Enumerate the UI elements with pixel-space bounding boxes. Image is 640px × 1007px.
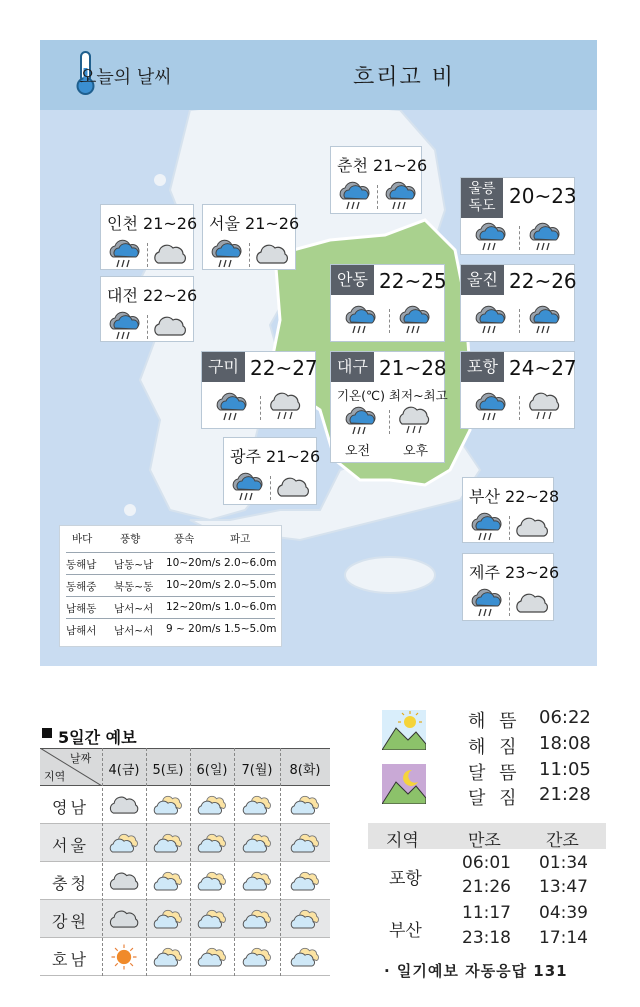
sea-cell: 2.0~5.0m [224, 579, 277, 591]
bullet-square-icon [42, 728, 52, 738]
cloud-icon [107, 905, 141, 933]
city-card-daegu [330, 351, 448, 463]
sea-cell: 북동~동 [114, 581, 154, 593]
forecast-table [40, 748, 330, 976]
divider [270, 476, 271, 500]
partly-cloudy-icon [240, 867, 274, 895]
sea-cell: 1.5~5.0m [224, 623, 277, 635]
partly-cloudy-icon [288, 867, 322, 895]
city-label: 포항 [461, 352, 504, 382]
partly-cloudy-icon [288, 791, 322, 819]
tide-region: 부산 [389, 921, 422, 941]
divider [377, 185, 378, 209]
divider [519, 309, 520, 333]
column-divider [280, 748, 281, 976]
tide-region: 포항 [389, 869, 422, 889]
sea-cell: 10~20m/s [166, 557, 221, 569]
tide-low: 04:39 [539, 903, 588, 923]
forecast-region-label: 영남 [52, 798, 89, 817]
column-divider [102, 748, 103, 976]
city-card-uljin [460, 264, 575, 342]
tide-header: 간조 [546, 831, 579, 851]
divider [147, 315, 148, 339]
cloud-rain-icon [467, 512, 505, 542]
city-label: 대구 [331, 352, 374, 382]
city-card-jeju [462, 553, 560, 621]
partly-cloudy-icon [151, 867, 185, 895]
row-divider [40, 937, 330, 938]
cloud-rain-icon [471, 392, 509, 422]
city-label: 서울 21~26 [209, 214, 300, 233]
partly-cloudy-icon [151, 829, 185, 857]
sun-icon [107, 943, 141, 971]
divider [509, 516, 510, 540]
weather-summary: 흐리고 비 [353, 65, 456, 90]
forecast-day-1: 5(토) [152, 763, 184, 778]
cloud-rain-icon [105, 311, 143, 341]
sea-header: 풍속 [174, 533, 195, 545]
tide-header: 지역 [386, 831, 419, 851]
cloud-rain-light-icon [525, 392, 563, 422]
city-label: 광주 21~26 [230, 447, 321, 466]
partly-cloudy-icon [240, 829, 274, 857]
divider [519, 226, 520, 250]
city-card-gwangju [223, 437, 321, 505]
city-temp: 24~27 [509, 356, 577, 380]
sea-table [59, 525, 282, 647]
cloud-icon [107, 867, 141, 895]
tide-low: 01:34 [539, 853, 588, 873]
cloud-rain-icon [207, 239, 245, 269]
cloud-rain-icon [467, 588, 505, 618]
forecast-region-label: 서울 [52, 836, 89, 855]
row-divider [40, 861, 330, 862]
city-card-chuncheon [330, 146, 428, 214]
sea-cell: 동해중 [66, 581, 97, 593]
cloud-rain-icon [341, 305, 379, 335]
sea-cell: 동해남 [66, 559, 97, 571]
partly-cloudy-icon [195, 829, 229, 857]
cloud-rain-icon [341, 406, 379, 436]
city-temp: 22~25 [379, 269, 447, 293]
forecast-day-3: 7(월) [241, 763, 273, 778]
city-card-pohang [460, 351, 575, 429]
sea-cell: 2.0~6.0m [224, 557, 277, 569]
divider [147, 243, 148, 267]
city-card-andong [330, 264, 445, 342]
city-temp: 20~23 [509, 184, 577, 208]
sea-cell: 10~20m/s [166, 579, 221, 591]
partly-cloudy-icon [288, 943, 322, 971]
sea-header: 바다 [72, 533, 93, 545]
sea-cell: 1.0~6.0m [224, 601, 277, 613]
divider [260, 396, 261, 420]
city-temp: 21~28 [379, 356, 447, 380]
tide-high: 11:17 [462, 903, 511, 923]
cloud-rain-icon [335, 181, 373, 211]
sea-cell: 남서~서 [114, 603, 154, 615]
divider [509, 592, 510, 616]
row-divider [40, 975, 330, 976]
city-card-daejeon [100, 276, 198, 342]
city-card-busan [462, 477, 560, 543]
cloud-rain-icon [381, 181, 419, 211]
column-divider [146, 748, 147, 976]
city-label: 울진 [461, 265, 504, 295]
cloud-rain-icon [228, 472, 266, 502]
partly-cloudy-icon [151, 905, 185, 933]
cloud-icon [513, 588, 551, 618]
divider [249, 243, 250, 267]
city-label: 대전 22~26 [107, 286, 198, 305]
moonrise-label: 달 뜸 [468, 763, 521, 784]
city-label: 안동 [331, 265, 374, 295]
cloud-icon [253, 239, 291, 269]
corner-top-label: 날짜 [70, 752, 92, 765]
sea-row [66, 574, 275, 595]
sunrise-icon [382, 710, 426, 750]
sea-row [66, 596, 275, 617]
city-temp: 22~27 [250, 356, 318, 380]
partly-cloudy-icon [240, 905, 274, 933]
cloud-rain-icon [471, 222, 509, 252]
cloud-rain-light-icon [266, 392, 304, 422]
cloud-icon [274, 472, 312, 502]
sea-cell: 남동~남 [114, 559, 154, 571]
moonrise-time: 11:05 [539, 759, 591, 780]
column-divider [234, 748, 235, 976]
city-card-ulleung [460, 177, 575, 255]
tide-high: 06:01 [462, 853, 511, 873]
sunrise-time: 06:22 [539, 707, 591, 728]
partly-cloudy-icon [240, 791, 274, 819]
pm-label: 오후 [403, 444, 429, 459]
forecast-day-0: 4(금) [108, 763, 140, 778]
moonrise-icon [382, 764, 426, 804]
city-card-incheon [100, 204, 198, 270]
tide-header: 만조 [468, 831, 501, 851]
corner-bottom-label: 지역 [44, 770, 66, 783]
cloud-rain-icon [212, 392, 250, 422]
cloud-rain-icon [525, 305, 563, 335]
partly-cloudy-icon [195, 943, 229, 971]
city-label: 제주 23~26 [469, 563, 560, 582]
cloud-rain-icon [525, 222, 563, 252]
sea-cell: 남해서 [66, 625, 97, 637]
partly-cloudy-icon [151, 791, 185, 819]
legend-text: 기온(℃) 최저~최고 [337, 388, 448, 403]
divider [389, 309, 390, 333]
moonset-time: 21:28 [539, 784, 591, 805]
city-card-seoul [202, 204, 300, 270]
forecast-day-4: 8(화) [289, 763, 321, 778]
sea-cell: 12~20m/s [166, 601, 221, 613]
cloud-icon [151, 239, 189, 269]
partly-cloudy-icon [195, 905, 229, 933]
column-divider [190, 748, 191, 976]
partly-cloudy-icon [240, 943, 274, 971]
city-label: 부산 22~28 [469, 487, 560, 506]
city-label: 춘천 21~26 [337, 156, 428, 175]
city-card-gumi [201, 351, 316, 429]
sea-cell: 남해동 [66, 603, 97, 615]
moonset-label: 달 짐 [468, 788, 521, 809]
tide-high: 23:18 [462, 928, 511, 948]
cloud-rain-light-icon [395, 406, 433, 436]
cloud-rain-icon [105, 239, 143, 269]
city-label: 울릉 독도 [461, 178, 503, 218]
cloud-icon [107, 791, 141, 819]
city-label: 구미 [202, 352, 245, 382]
tide-high: 21:26 [462, 877, 511, 897]
page-title: 오늘의 날씨 [79, 67, 172, 88]
cloud-rain-icon [395, 305, 433, 335]
partly-cloudy-icon [288, 829, 322, 857]
partly-cloudy-icon [195, 867, 229, 895]
partly-cloudy-icon [288, 905, 322, 933]
city-temp: 22~26 [509, 269, 577, 293]
footer-note: · 일기예보 자동응답 131 [384, 962, 568, 980]
sea-row [66, 552, 275, 573]
divider [389, 410, 390, 434]
partly-cloudy-icon [151, 943, 185, 971]
city-label: 인천 21~26 [107, 214, 198, 233]
forecast-region-label: 호남 [52, 950, 89, 969]
cloud-icon [513, 512, 551, 542]
sea-header: 파고 [230, 533, 251, 545]
partly-cloudy-icon [107, 829, 141, 857]
forecast-day-2: 6(일) [196, 763, 228, 778]
sunset-time: 18:08 [539, 733, 591, 754]
tide-low: 17:14 [539, 928, 588, 948]
forecast-title: 5일간 예보 [58, 728, 137, 747]
sea-cell: 남서~서 [114, 625, 154, 637]
sea-header: 풍향 [120, 533, 141, 545]
tide-low: 13:47 [539, 877, 588, 897]
sunrise-label: 해 뜸 [468, 711, 521, 732]
cloud-rain-icon [471, 305, 509, 335]
am-label: 오전 [345, 444, 371, 459]
forecast-region-label: 강원 [52, 912, 89, 931]
partly-cloudy-icon [195, 791, 229, 819]
forecast-region-label: 충청 [52, 874, 89, 893]
sunset-label: 해 짐 [468, 737, 521, 758]
sea-cell: 9 ~ 20m/s [166, 623, 221, 635]
divider [519, 396, 520, 420]
cloud-icon [151, 311, 189, 341]
sea-row [66, 618, 275, 639]
